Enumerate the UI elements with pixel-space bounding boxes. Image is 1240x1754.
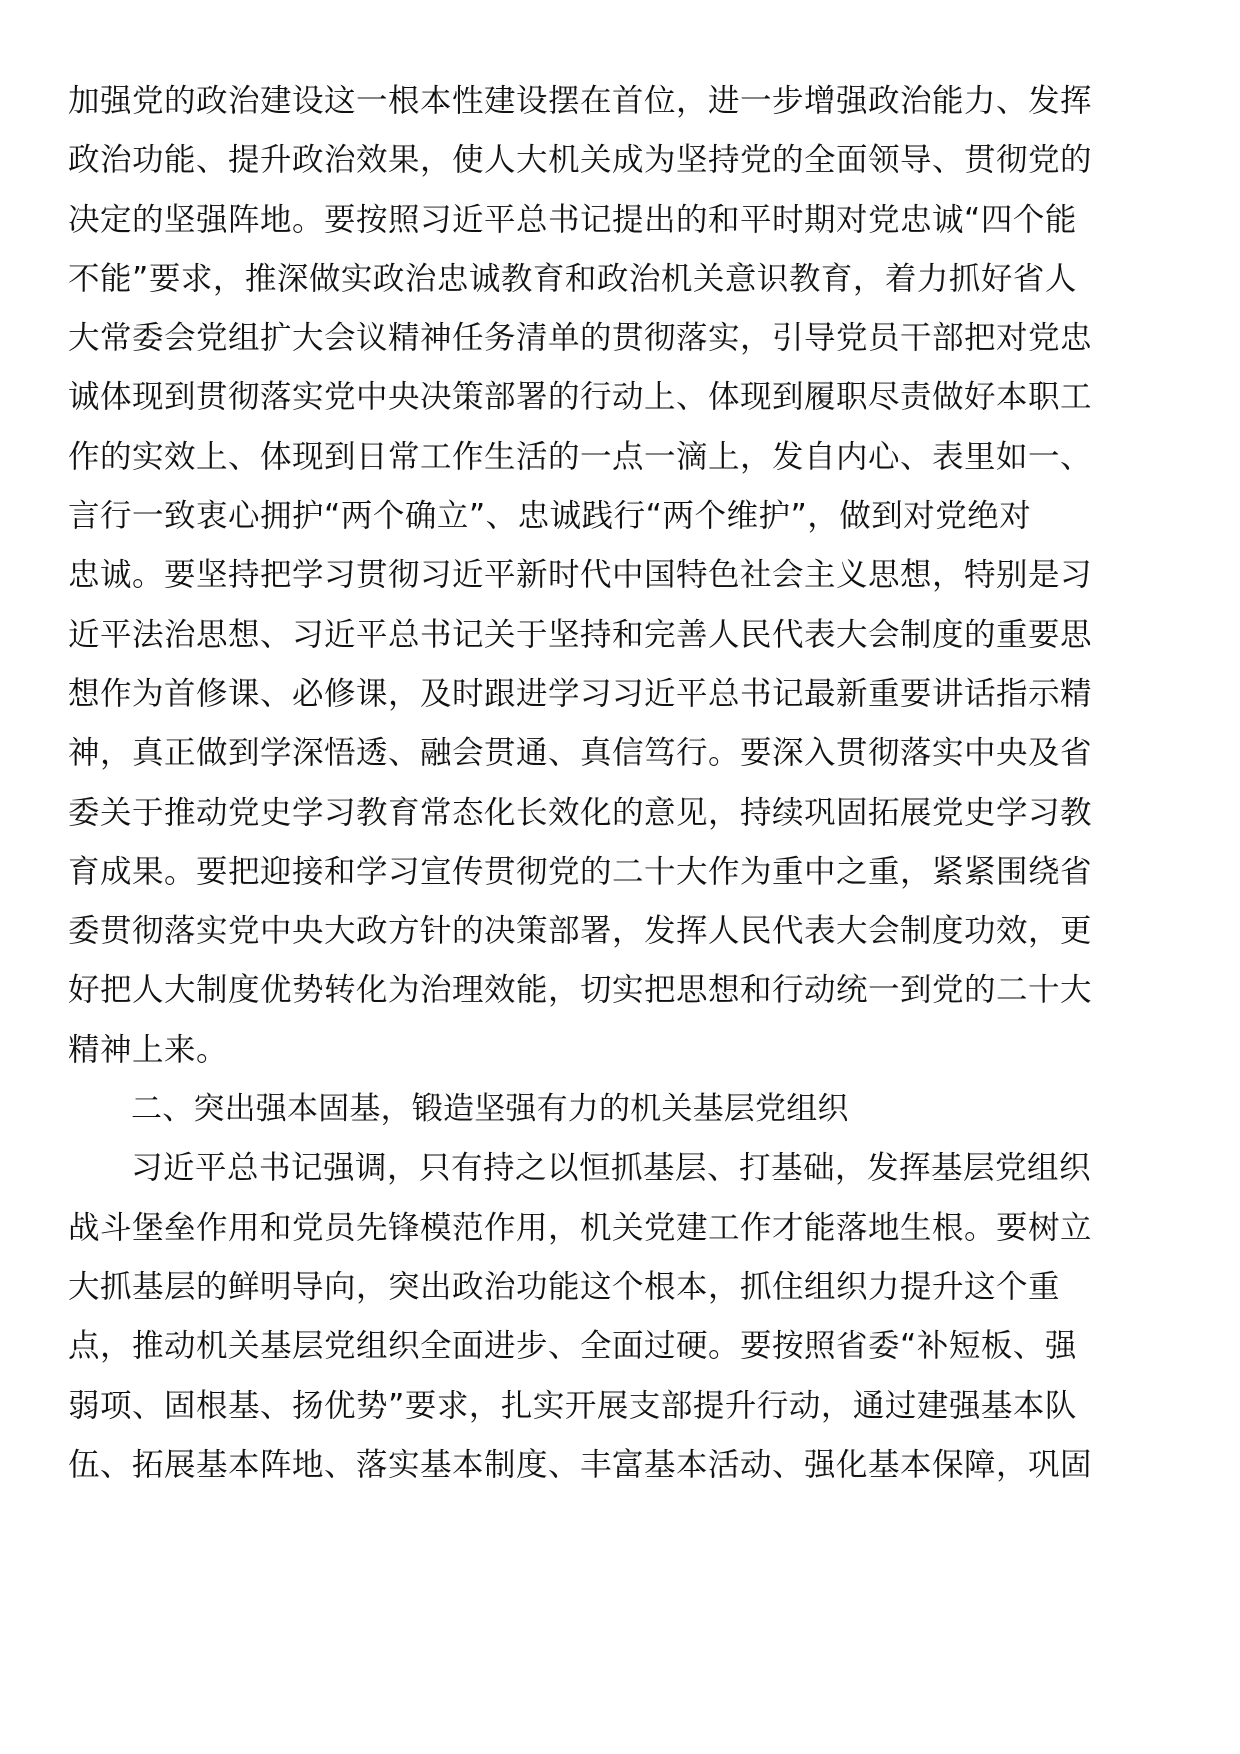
- paragraph-line: 加强党的政治建设这一根本性建设摆在首位，进一步增强政治能力、发挥: [68, 83, 1093, 119]
- paragraph-line: 言行一致衷心拥护“两个确立”、忠诚践行“两个维护”，做到对党绝对: [68, 498, 1032, 535]
- paragraph-line: 不能”要求，推深做实政治忠诚教育和政治机关意识教育，着力抓好省人: [68, 260, 1077, 297]
- document-page: [68, 72, 1172, 1495]
- paragraph-line: 神，真正做到学深悟透、融会贯通、真信笃行。要深入贯彻落实中央及省: [68, 735, 1093, 772]
- paragraph-line: 忠诚。要坚持把学习贯彻习近平新时代中国特色社会主义思想，特别是习: [68, 557, 1093, 594]
- paragraph-line: 大抓基层的鲜明导向，突出政治功能这个根本，抓住组织力提升这个重: [68, 1268, 1061, 1305]
- paragraph-line: 想作为首修课、必修课，及时跟进学习习近平总书记最新重要讲话指示精: [68, 675, 1093, 712]
- paragraph-line: 大常委会党组扩大会议精神任务清单的贯彻落实，引导党员干部把对党忠: [68, 320, 1093, 357]
- paragraph-line: 伍、拓展基本阵地、落实基本制度、丰富基本活动、强化基本保障，巩固: [68, 1446, 1093, 1483]
- paragraph-line: 战斗堡垒作用和党员先锋模范作用，机关党建工作才能落地生根。要树立: [68, 1209, 1093, 1246]
- paragraph-line: 好把人大制度优势转化为治理效能，切实把思想和行动统一到党的二十大: [68, 972, 1093, 1009]
- paragraph-line: 作的实效上、体现到日常工作生活的一点一滴上，发自内心、表里如一、: [68, 438, 1093, 475]
- paragraph-line: 政治功能、提升政治效果，使人大机关成为坚持党的全面领导、贯彻党的: [68, 142, 1093, 179]
- paragraph-line: 精神上来。: [68, 1031, 229, 1068]
- paragraph-line: 诚体现到贯彻落实党中央决策部署的行动上、体现到履职尽责做好本职工: [68, 379, 1093, 416]
- paragraph-line: 委关于推动党史学习教育常态化长效化的意见，持续巩固拓展党史学习教: [68, 794, 1093, 831]
- section-heading: 二、突出强本固基，锻造坚强有力的机关基层党组织: [131, 1091, 849, 1128]
- paragraph-line: 决定的坚强阵地。要按照习近平总书记提出的和平时期对党忠诚“四个能: [68, 201, 1077, 238]
- paragraph-line: 弱项、固根基、扬优势”要求，扎实开展支部提升行动，通过建强基本队: [68, 1387, 1077, 1424]
- paragraph-line: 委贯彻落实党中央大政方针的决策部署，发挥人民代表大会制度功效，更: [68, 913, 1093, 950]
- paragraph-1: [68, 72, 1172, 1080]
- paragraph-2: [68, 1139, 1172, 1495]
- paragraph-line: 育成果。要把迎接和学习宣传贯彻党的二十大作为重中之重，紧紧围绕省: [68, 853, 1093, 890]
- paragraph-line: 点，推动机关基层党组织全面进步、全面过硬。要按照省委“补短板、强: [68, 1328, 1077, 1365]
- paragraph-line: 近平法治思想、习近平总书记关于坚持和完善人民代表大会制度的重要思: [68, 616, 1093, 653]
- paragraph-line: 习近平总书记强调，只有持之以恒抓基层、打基础，发挥基层党组织: [131, 1150, 1092, 1187]
